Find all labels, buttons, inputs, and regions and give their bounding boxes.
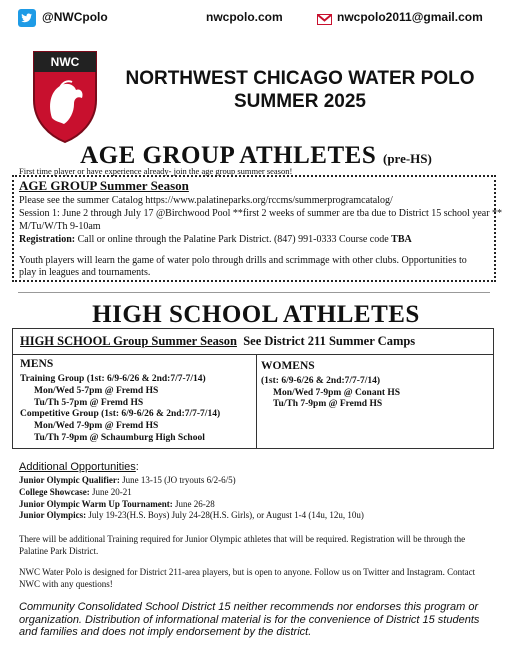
- section-divider: [18, 292, 490, 293]
- opp-item-0: [19, 475, 236, 485]
- twitter-icon: [18, 9, 36, 27]
- high-school-season-title: [20, 334, 415, 349]
- training-note: There will be additional Training required for Junior Olympic athletes that will be required. Registration will be through the Palatine Park District.: [19, 534, 466, 556]
- twitter-handle[interactable]: @NWCpolo: [42, 10, 108, 24]
- additional-heading-text: Additional Opportunities: [19, 461, 136, 473]
- opp-text: July 19-23(H.S. Boys) July 24-28(H.S. Girls), or August 1-4 (14u, 12u, 10u): [86, 510, 364, 520]
- opp-label: Junior Olympic Warm Up Tournament:: [19, 499, 173, 509]
- opp-text: June 26-28: [172, 499, 215, 509]
- mail-icon: [317, 12, 332, 23]
- youth-line-2: play in leagues and tournaments.: [19, 267, 151, 278]
- additional-heading: [19, 461, 139, 473]
- mens-training-mw: Mon/Wed 5-7pm @ Fremd HS: [34, 386, 159, 396]
- opp-item-3: [19, 510, 364, 520]
- opp-label: Junior Olympic Qualifier:: [19, 475, 120, 485]
- hs-box-divider: [12, 354, 494, 355]
- mens-training-tt: Tu/Th 5-7pm @ Fremd HS: [34, 398, 144, 408]
- nwc-note: NWC Water Polo is designed for District 211-area players, but is open to anyone. Follow us on Twitter and Instagram. Contact NWC with any questions!: [19, 567, 476, 589]
- age-group-season-title: AGE GROUP Summer Season: [19, 178, 189, 193]
- mens-training-group: Training Group (1st: 6/9-6/26 & 2nd:7/7-7/14): [20, 374, 206, 384]
- days-line: M/Tu/W/Th 9-10am: [19, 221, 101, 232]
- womens-dates: (1st: 6/9-6/26 & 2nd:7/7-7/14): [261, 376, 381, 386]
- mens-heading: MENS: [20, 358, 54, 370]
- opp-label: Junior Olympics:: [19, 510, 87, 520]
- page-subtitle: SUMMER 2025: [234, 91, 366, 112]
- nwc-logo: [30, 48, 100, 144]
- opp-item-1: [19, 487, 132, 497]
- registration-label: Registration:: [19, 234, 76, 245]
- email-link[interactable]: nwcpolo2011@gmail.com: [337, 10, 483, 24]
- catalog-line: Please see the summer Catalog https://www.palatineparks.org/rccms/summerprogramcatalog/: [19, 195, 393, 206]
- hs-season-label: HIGH SCHOOL Group Summer Season: [20, 334, 237, 348]
- mens-competitive-group: Competitive Group (1st: 6/9-6/26 & 2nd:7/7-7/14): [20, 409, 221, 419]
- first-time-note: First time player or have experience already- join the age group summer season!: [19, 166, 293, 176]
- youth-line-1: Youth players will learn the game of water polo through drills and scrimmage with other clubs. Opportunities to: [19, 255, 467, 266]
- womens-mw: Mon/Wed 7-9pm @ Conant HS: [273, 388, 401, 398]
- mens-competitive-tt: Tu/Th 7-9pm @ Schaumburg High School: [34, 433, 205, 443]
- additional-heading-colon: :: [135, 461, 139, 473]
- hs-column-divider: [256, 354, 257, 448]
- opp-text: June 13-15 (JO tryouts 6/2-6/5): [119, 475, 236, 485]
- age-group-heading-suffix: (pre-HS): [382, 151, 432, 166]
- registration-line: [19, 234, 412, 245]
- page-title: NORTHWEST CHICAGO WATER POLO: [125, 68, 475, 89]
- high-school-heading: HIGH SCHOOL ATHLETES: [92, 301, 420, 328]
- logo-text: NWC: [50, 55, 80, 69]
- mens-competitive-mw: Mon/Wed 7-9pm @ Fremd HS: [34, 421, 159, 431]
- opp-text: June 20-21: [89, 487, 132, 497]
- age-group-heading-text: AGE GROUP ATHLETES: [80, 142, 377, 169]
- opp-item-2: [19, 499, 215, 509]
- opp-label: College Showcase:: [19, 487, 90, 497]
- session-line: Session 1: June 2 through July 17 @Birchwood Pool **first 2 weeks of summer are tba due to District 15 school year **: [19, 208, 503, 219]
- see-district-link[interactable]: See District 211 Summer Camps: [243, 334, 416, 348]
- website-link[interactable]: nwcpolo.com: [206, 10, 283, 24]
- course-code: TBA: [391, 234, 412, 245]
- womens-heading: WOMENS: [261, 360, 315, 372]
- disclaimer: Community Consolidated School District 15 neither recommends nor endorses this program or organization. Distribution of informational material is for the convenience of District 15 students and families and does not imply endorsement by the district.: [19, 601, 480, 638]
- womens-tt: Tu/Th 7-9pm @ Fremd HS: [273, 399, 383, 409]
- registration-text: Call or online through the Palatine Park District. (847) 991-0333 Course code: [75, 234, 392, 245]
